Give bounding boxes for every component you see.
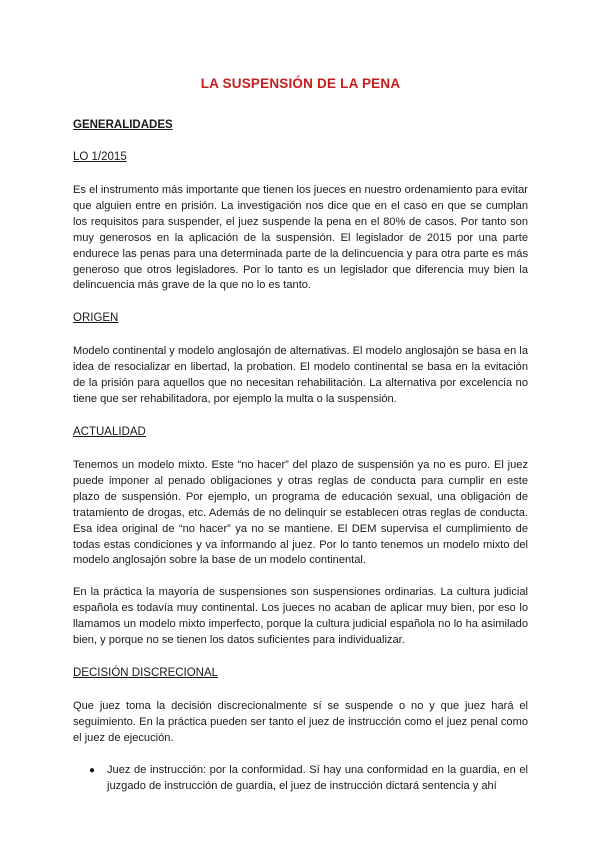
- section-heading-actualidad: ACTUALIDAD: [73, 425, 146, 438]
- paragraph: En la práctica la mayoría de suspensiones son suspensiones ordinarias. La cultura judicial española es todavía muy continental. Los jueces no acaban de aplicar muy bien, por eso lo llamamos un modelo mixto imperfecto, porque la cultura judicial española no lo ha asimilado bien, y porque no se tienen los datos suficientes para individualizar.: [73, 586, 528, 647]
- list-item: [89, 763, 528, 795]
- paragraph: Es el instrumento más importante que tienen los jueces en nuestro ordenamiento para evitar que alguien entre en prisión. La investigación nos dice que en el caso en que se cumplan los requisitos para suspender, el juez suspende la pena en el 80% de casos. Por tanto son muy generosos en la aplicación de la suspensión. El legislador de 2015 por una parte endurece las penas para una determinada parte de la delincuencia y para otra parte es más generoso que otros legisladores. Por lo tanto es un legislador que diferencia muy bien la delincuencia más grave de la que no lo es tanto.: [73, 184, 528, 292]
- paragraph: Que juez toma la decisión discrecionalmente sí se suspende o no y que juez hará el seguimiento. En la práctica pueden ser tanto el juez de instrucción como el juez penal como el juez de ejecución.: [73, 699, 528, 744]
- document-title: LA SUSPENSIÓN DE LA PENA: [200, 76, 401, 91]
- list-item-text: Juez de instrucción: por la conformidad. Sí hay una conformidad en la guardia, en el juzgado de instrucción de guardia, el juez de instrucción dictará sentencia y ahí: [107, 763, 528, 792]
- section-heading-generalidades: GENERALIDADES: [73, 119, 173, 131]
- bullet-dot-icon: ●: [89, 764, 96, 776]
- section-heading-lo-2015: LO 1/2015: [73, 151, 127, 163]
- section-heading-decision-discrecional: DECISIÓN DISCRECIONAL: [73, 666, 219, 679]
- bullet-list: [73, 763, 528, 795]
- section-heading-origen: ORIGEN: [73, 312, 119, 325]
- paragraph: Modelo continental y modelo anglosajón de alternativas. El modelo anglosajón se basa en la idea de resocializar en libertad, la probation. El modelo continental se basa en la evitación de la prisión para aquellos que no necesitan rehabilitación. La alternativa por excelencia no tiene que ser rehabilitadora, por ejemplo la multa o la suspensión.: [73, 345, 528, 406]
- paragraph: Tenemos un modelo mixto. Este “no hacer” del plazo de suspensión ya no es puro. El juez puede imponer al penado obligaciones y otras reglas de conducta para cumplir en este plazo de suspensión. Por ejemplo, un programa de educación sexual, una obligación de tratamiento de drogas, etc. Además de no delinquir se establecen otras reglas de conducta. Esa idea original de “no hacer” ya no se mantiene. El DEM supervisa el cumplimiento de todas estas condiciones y va informando al juez. Por lo tanto tenemos un modelo mixto del modelo anglosajón sobre la base de un modelo continental.: [73, 458, 528, 567]
